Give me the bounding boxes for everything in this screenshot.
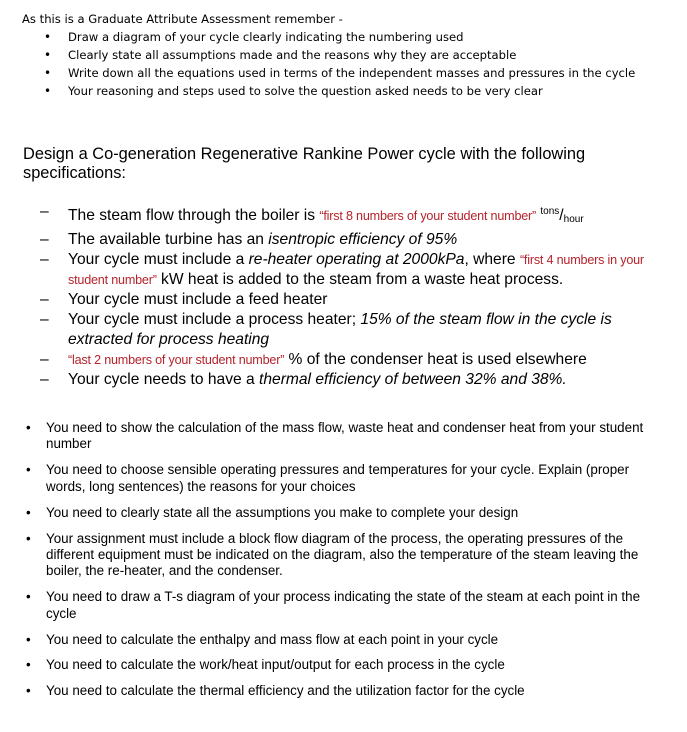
unit-denominator: hour — [563, 214, 584, 225]
spec-item-condenser — [40, 350, 660, 370]
spec-text: Your cycle must include a feed heater — [68, 291, 328, 308]
spec-text: % of the condenser heat is used elsewhere — [284, 351, 587, 368]
spec-item-feed-heater — [40, 290, 660, 310]
requirement-item: • Your assignment must include a block flow diagram of the process, the operating pressures of the different equipment must be indicated on the diagram, also the temperature of the steam leaving the boiler, the re-heater, and the condenser. — [24, 531, 664, 580]
intro-bullet: • Your reasoning and steps used to solve the question asked needs to be very clear — [22, 82, 662, 100]
spec-item-turbine — [40, 230, 660, 250]
intro-bullet: • Write down all the equations used in terms of the independent masses and pressures in the cycle — [22, 64, 662, 82]
design-heading: Design a Co-generation Regenerative Rankine Power cycle with the following specifications: — [23, 145, 586, 182]
spec-text: The steam flow through the boiler is — [68, 207, 320, 224]
spec-emphasis: isentropic efficiency of 95% — [268, 231, 458, 248]
unit-slash: / — [559, 207, 564, 224]
student-number-placeholder: “first 8 numbers of your student number” — [319, 209, 537, 223]
requirement-item: • You need to show the calculation of the mass flow, waste heat and condenser heat from your student number — [24, 420, 664, 453]
spec-text: kW heat is added to the steam from a waste heat process. — [156, 271, 564, 288]
student-number-placeholder: “first 4 numbers in your student number” — [68, 253, 644, 287]
requirements-list — [24, 420, 664, 709]
spec-item-process-heater — [40, 310, 660, 350]
unit-numerator: tons — [540, 206, 560, 217]
requirement-item: • You need to clearly state all the assumptions you make to complete your design — [24, 505, 664, 521]
intro-section — [22, 10, 662, 100]
requirement-item: • You need to calculate the work/heat input/output for each process in the cycle — [24, 657, 664, 673]
requirement-item: • You need to calculate the enthalpy and mass flow at each point in your cycle — [24, 632, 664, 648]
spec-text: Your cycle must include a — [68, 251, 249, 268]
spec-emphasis: re-heater operating at 2000kPa — [248, 251, 465, 268]
spec-list — [40, 202, 660, 390]
spec-text: Your cycle must include a process heater; — [68, 311, 361, 328]
requirement-item: • You need to calculate the thermal efficiency and the utilization factor for the cycle — [24, 683, 664, 699]
spec-item-reheater — [40, 250, 660, 290]
spec-text: , where — [464, 251, 520, 268]
intro-bullet: • Clearly state all assumptions made and the reasons why they are acceptable — [22, 46, 662, 64]
spec-item-steam-flow — [40, 202, 660, 230]
spec-text: The available turbine has an — [68, 231, 269, 248]
requirement-item: • You need to choose sensible operating pressures and temperatures for your cycle. Explain (proper words, long sentences) the reasons for your choices — [24, 462, 664, 495]
intro-bullet: • Draw a diagram of your cycle clearly indicating the numbering used — [22, 28, 662, 46]
requirement-item: • You need to draw a T-s diagram of your process indicating the state of the steam at each point in the cycle — [24, 589, 664, 622]
spec-emphasis: 15% of the steam flow in the cycle is extracted for process heating — [68, 311, 612, 348]
spec-text: Your cycle needs to have a — [68, 371, 260, 388]
student-number-placeholder: “last 2 numbers of your student number” — [68, 353, 285, 367]
intro-bullet-list — [22, 28, 662, 100]
spec-emphasis: thermal efficiency of between 32% and 38%. — [259, 371, 567, 388]
intro-heading: As this is a Graduate Attribute Assessment remember - — [22, 12, 343, 26]
spec-item-efficiency — [40, 370, 660, 390]
